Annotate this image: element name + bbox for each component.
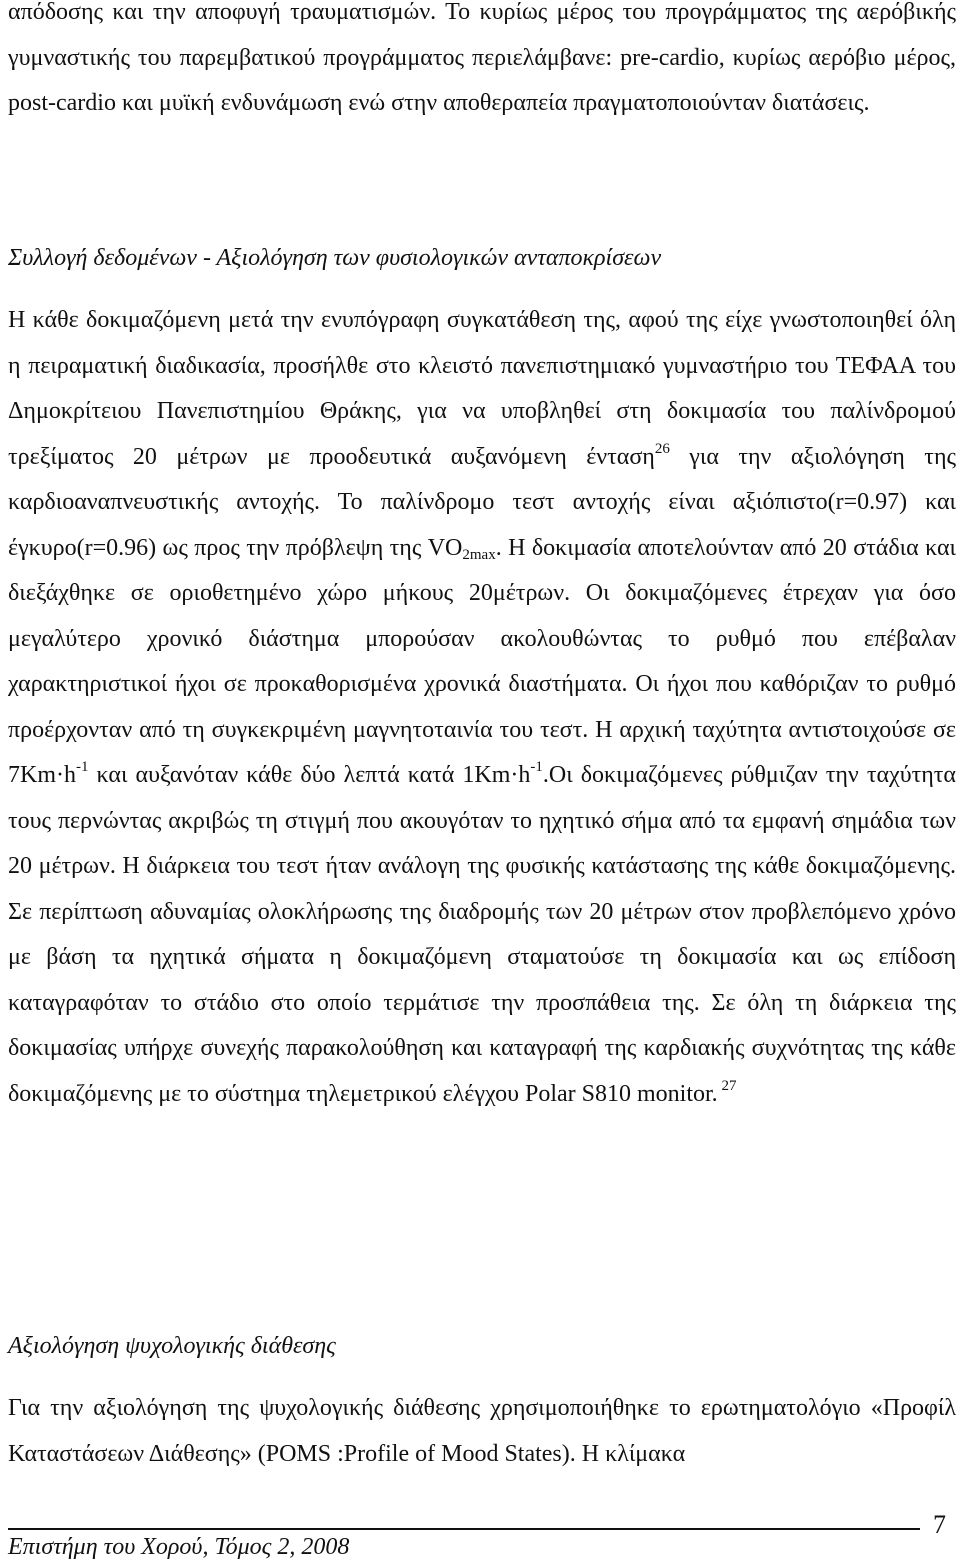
exponent: -1 — [76, 759, 89, 775]
text-segment: .Οι δοκιμαζόμενες ρύθμιζαν την ταχύτητα τους περνώντας ακριβώς τη στιγμή που ακουγόταν το ηχητικό σήμα από τα εμφανή σημάδια των 20 μέτρων. Η διάρκεια του τεστ ήταν ανάλογη της φυσικής κατάστασης της κάθε δοκιμαζόμενης. Σε περίπτωση αδυναμίας ολοκλήρωσης της διαδρομής των 20 μέτρων στον προβλεπόμενο χρόνο με βάση τα ηχητικά σήματα η δοκιμαζόμενη σταματούσε τη δοκιμασία και ως επίδοση καταγραφόταν το στάδιο στο οποίο τερμάτισε την προσπάθεια της. Σε όλη τη διάρκεια της δοκιμασίας υπήρχε συνεχής παρακολούθηση και καταγραφή της καρδιακής συχνότητας της κάθε δοκιμαζόμενης με το σύστημα τηλεμετρικού ελέγχου Polar S810 monitor. — [8, 762, 956, 1107]
subscript-2max: 2max — [462, 546, 496, 563]
section-heading-data-collection: Συλλογή δεδομένων - Αξιολόγηση των φυσιολογικών ανταποκρίσεων — [8, 245, 662, 271]
citation-27: 27 — [717, 1077, 737, 1094]
text-segment: και αυξανόταν κάθε δύο λεπτά κατά 1Km·h — [88, 762, 531, 788]
text-segment: για την αξιολόγηση της καρδιοαναπνευστικής αντοχής. Το παλίνδρομο τεστ αντοχής είναι αξιόπιστο(r=0.97) και έγκυρο(r=0.96) ως προς την πρόβλεψη της VO — [8, 443, 956, 561]
text-segment: Η κάθε δοκιμαζόμενη μετά την ενυπόγραφη συγκατάθεση της, αφού της είχε γνωστοποιηθεί όλη η πειραματική διαδικασία, προσήλθε στο κλειστό πανεπιστημιακό γυμναστήριο του ΤΕΦΑΑ του Δημοκρίτειου Πανεπιστημίου Θράκης, για να υποβληθεί στη δοκιμασία του παλίνδρομού τρεξίματος 20 μέτρων με προοδευτικά αυξανόμενη ένταση — [8, 307, 956, 470]
paragraph-intro: απόδοσης και την αποφυγή τραυματισμών. Το κυρίως μέρος του προγράμματος της αερόβικής γυμναστικής του παρεμβατικού προγράμματος περιελάμβανε: pre-cardio, κυρίως αερόβιο μέρος, post-cardio και μυϊκή ενδυνάμωση ενώ στην αποθεραπεία πραγματοποιούνταν διατάσεις. — [8, 0, 956, 116]
paragraph-psychological-mood: Για την αξιολόγηση της ψυχολογικής διάθεσης χρησιμοποιήθηκε το ερωτηματολόγιο «Προφίλ Καταστάσεων Διάθεσης» (POMS :Profile of Mood States). Η κλίμακα — [8, 1395, 956, 1467]
footer-journal: Επιστήμη του Χορού, Τόμος 2, 2008 — [8, 1534, 350, 1560]
paragraph-data-collection — [8, 298, 956, 1117]
footer-divider — [8, 1528, 920, 1530]
page-number: 7 — [933, 1510, 946, 1539]
section-heading-psychological-mood: Αξιολόγηση ψυχολογικής διάθεσης — [8, 1333, 336, 1359]
exponent: -1 — [530, 759, 543, 775]
text-segment: . Η δοκιμασία αποτελούνταν από 20 στάδια και διεξάχθηκε σε οριοθετημένο χώρο μήκους 20μέτρων. Οι δοκιμαζόμενες έτρεχαν για όσο μεγαλύτερο χρονικό διάστημα μπορούσαν ακολουθώντας το ρυθμό που επέβαλαν χαρακτηριστικοί ήχοι σε προκαθορισμένα χρονικά διαστήματα. Οι ήχοι που καθόριζαν το ρυθμό προέρχονταν από τη συγκεκριμένη μαγνητοταινία του τεστ. Η αρχική ταχύτητα αντιστοιχούσε σε 7Km·h — [8, 534, 956, 788]
citation-26: 26 — [654, 440, 670, 457]
